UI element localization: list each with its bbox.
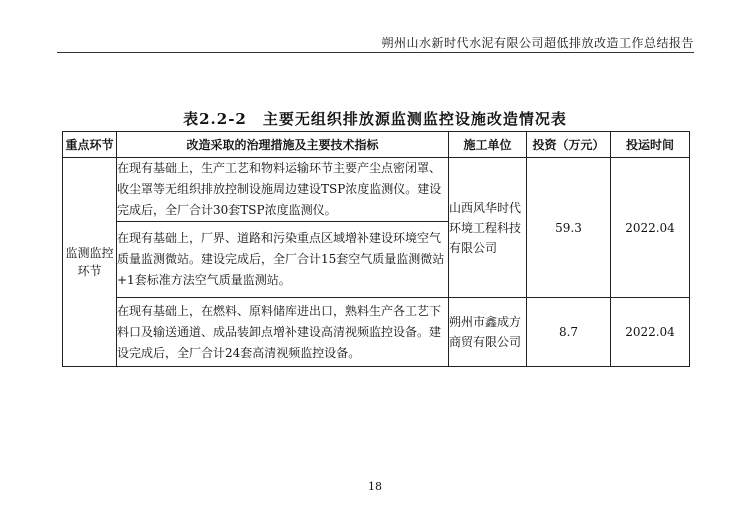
table-caption: 表2.2-2 主要无组织排放源监测监控设施改造情况表 (183, 110, 567, 128)
investment-cell: 59.3 (527, 158, 611, 298)
column-header: 投资（万元） (527, 132, 611, 158)
measure-cell: 在现有基础上，生产工艺和物料运输环节主要产尘点密闭罩、收尘罩等无组织排放控制设施周边建设TSP浓度监测仪。建设完成后，全厂合计30套TSP浓度监测仪。 (117, 158, 449, 222)
table-row (63, 158, 690, 222)
investment-cell: 8.7 (527, 298, 611, 367)
facility-table (62, 131, 690, 367)
column-header: 重点环节 (63, 132, 117, 158)
page-number: 18 (368, 480, 382, 493)
column-header: 改造采取的治理措施及主要技术指标 (117, 132, 449, 158)
commission-date-cell: 2022.04 (611, 298, 690, 367)
column-header: 施工单位 (449, 132, 527, 158)
contractor-cell: 山西风华时代环境工程科技有限公司 (449, 158, 527, 298)
header-divider (57, 52, 694, 53)
stage-cell: 监测监控环节 (63, 158, 117, 367)
table-header-row (63, 132, 690, 158)
table-row (63, 298, 690, 367)
running-header: 朔州山水新时代水泥有限公司超低排放改造工作总结报告 (381, 36, 694, 50)
measure-cell: 在现有基础上，在燃料、原料储库进出口，熟料生产各工艺下料口及输送通道、成品装卸点增补建设高清视频监控设备。建设完成后，全厂合计24套高清视频监控设备。 (117, 298, 449, 367)
column-header: 投运时间 (611, 132, 690, 158)
commission-date-cell: 2022.04 (611, 158, 690, 298)
contractor-cell: 朔州市鑫成方商贸有限公司 (449, 298, 527, 367)
measure-cell: 在现有基础上，厂界、道路和污染重点区域增补建设环境空气质量监测微站。建设完成后，全厂合计15套空气质量监测微站+1套标准方法空气质量监测站。 (117, 222, 449, 298)
